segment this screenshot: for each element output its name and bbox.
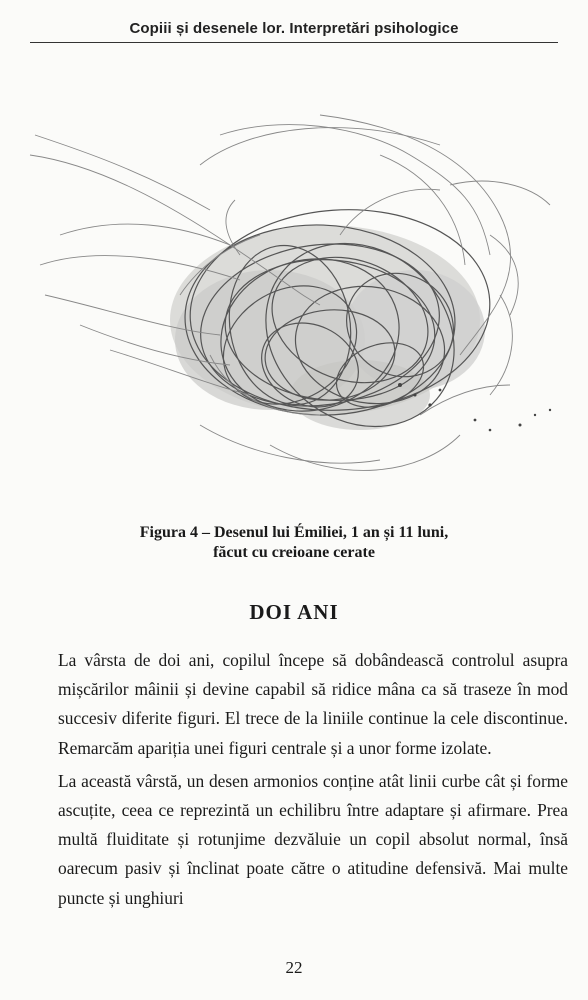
page-number: 22 <box>285 958 303 977</box>
body-text <box>58 646 568 917</box>
paragraph-1: La vârsta de doi ani, copilul începe să dobândească controlul asupra mișcărilor mâinii și devine capabil să ridice mâna ca să traseze în mod succesiv diferite figuri. El trece de la liniile continue la cele discontinue. Remarcăm apariția unei figuri centrale și a unor forme izolate. <box>58 650 568 758</box>
caption-line-1: Figura 4 – Desenul lui Émiliei, 1 an și 11 luni, <box>139 524 449 541</box>
figure-scribble-drawing <box>20 95 568 500</box>
running-header: Copiii și desenele lor. Interpretări psihologice <box>129 20 459 37</box>
scribble-illustration <box>20 95 568 500</box>
figure-caption <box>30 523 558 563</box>
header-divider <box>30 42 558 43</box>
paragraph-2: La această vârstă, un desen armonios conține atât linii curbe cât și forme ascuțite, ceea ce reprezintă un echilibru între adaptare și afirmare. Prea multă fluiditate și rotunjime dezvăluie un copil absolut normal, însă oarecum pasiv și înclinat poate către o atitudine defensivă. Mai multe puncte și unghiuri <box>58 770 568 908</box>
section-heading: DOI ANI <box>249 600 339 624</box>
caption-line-2: făcut cu creioane cerate <box>213 544 375 561</box>
